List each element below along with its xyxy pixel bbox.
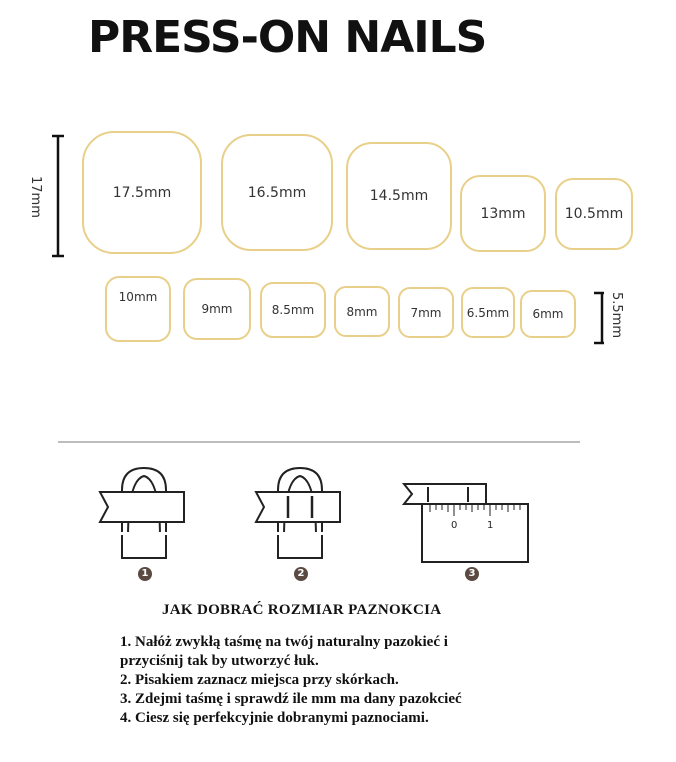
nail-size-card — [334, 286, 390, 337]
nail-size-label: 6.5mm — [466, 305, 510, 320]
nail-size-card — [398, 287, 454, 338]
nail-size-label: 16.5mm — [247, 184, 307, 201]
nail-size-label: 6mm — [532, 307, 564, 321]
step-2-badge: 2 — [294, 567, 308, 581]
height-bracket-large — [50, 134, 66, 258]
height-label-small: 5.5mm — [609, 292, 624, 339]
nail-size-card — [460, 175, 546, 252]
nail-size-label: 7mm — [410, 305, 442, 320]
ruler-label-zero: 0 — [451, 520, 458, 531]
instruction-line: 1. Nałóż zwykłą taśmę na twój naturalny pazokieć i — [120, 634, 448, 650]
nail-size-label: 9mm — [201, 302, 233, 316]
instruction-line: 2. Pisakiem zaznacz miejsca przy skórkach. — [120, 672, 399, 688]
step-1-illustration — [92, 460, 192, 560]
page-title: PRESS-ON NAILS — [88, 12, 487, 63]
step-1-badge: 1 — [138, 567, 152, 581]
nail-size-card — [105, 276, 171, 342]
nail-size-label: 13mm — [480, 205, 526, 222]
howto-title: JAK DOBRAĆ ROZMIAR PAZNOKCIA — [162, 602, 442, 618]
nail-size-label: 10.5mm — [564, 206, 624, 222]
nail-size-card — [221, 134, 333, 251]
nail-size-card — [82, 131, 202, 254]
section-divider — [58, 441, 580, 443]
nail-size-card — [555, 178, 633, 250]
instructions-list — [120, 633, 540, 728]
nail-size-label: 14.5mm — [369, 188, 429, 204]
nail-size-label: 10mm — [118, 290, 158, 304]
instruction-line: 3. Zdejmi taśmę i sprawdź ile mm ma dany pazokcieć — [120, 691, 462, 707]
nail-size-card — [520, 290, 576, 338]
nail-size-label: 17.5mm — [112, 184, 172, 201]
instruction-line: przyciśnij tak by utworzyć łuk. — [120, 653, 319, 669]
height-label-large: 17mm — [28, 176, 43, 218]
nail-size-label: 8mm — [346, 304, 378, 319]
nail-size-card — [461, 287, 515, 338]
instruction-line: 4. Ciesz się perfekcyjnie dobranymi paznociami. — [120, 710, 429, 726]
nail-size-card — [260, 282, 326, 338]
nail-size-card — [183, 278, 251, 340]
nail-size-label: 8.5mm — [271, 303, 315, 317]
ruler-label-one: 1 — [487, 520, 494, 531]
nail-size-card — [346, 142, 452, 250]
step-2-illustration — [248, 460, 348, 560]
step-3-badge: 3 — [465, 567, 479, 581]
height-bracket-small — [592, 291, 606, 345]
step-3-illustration — [402, 478, 532, 568]
